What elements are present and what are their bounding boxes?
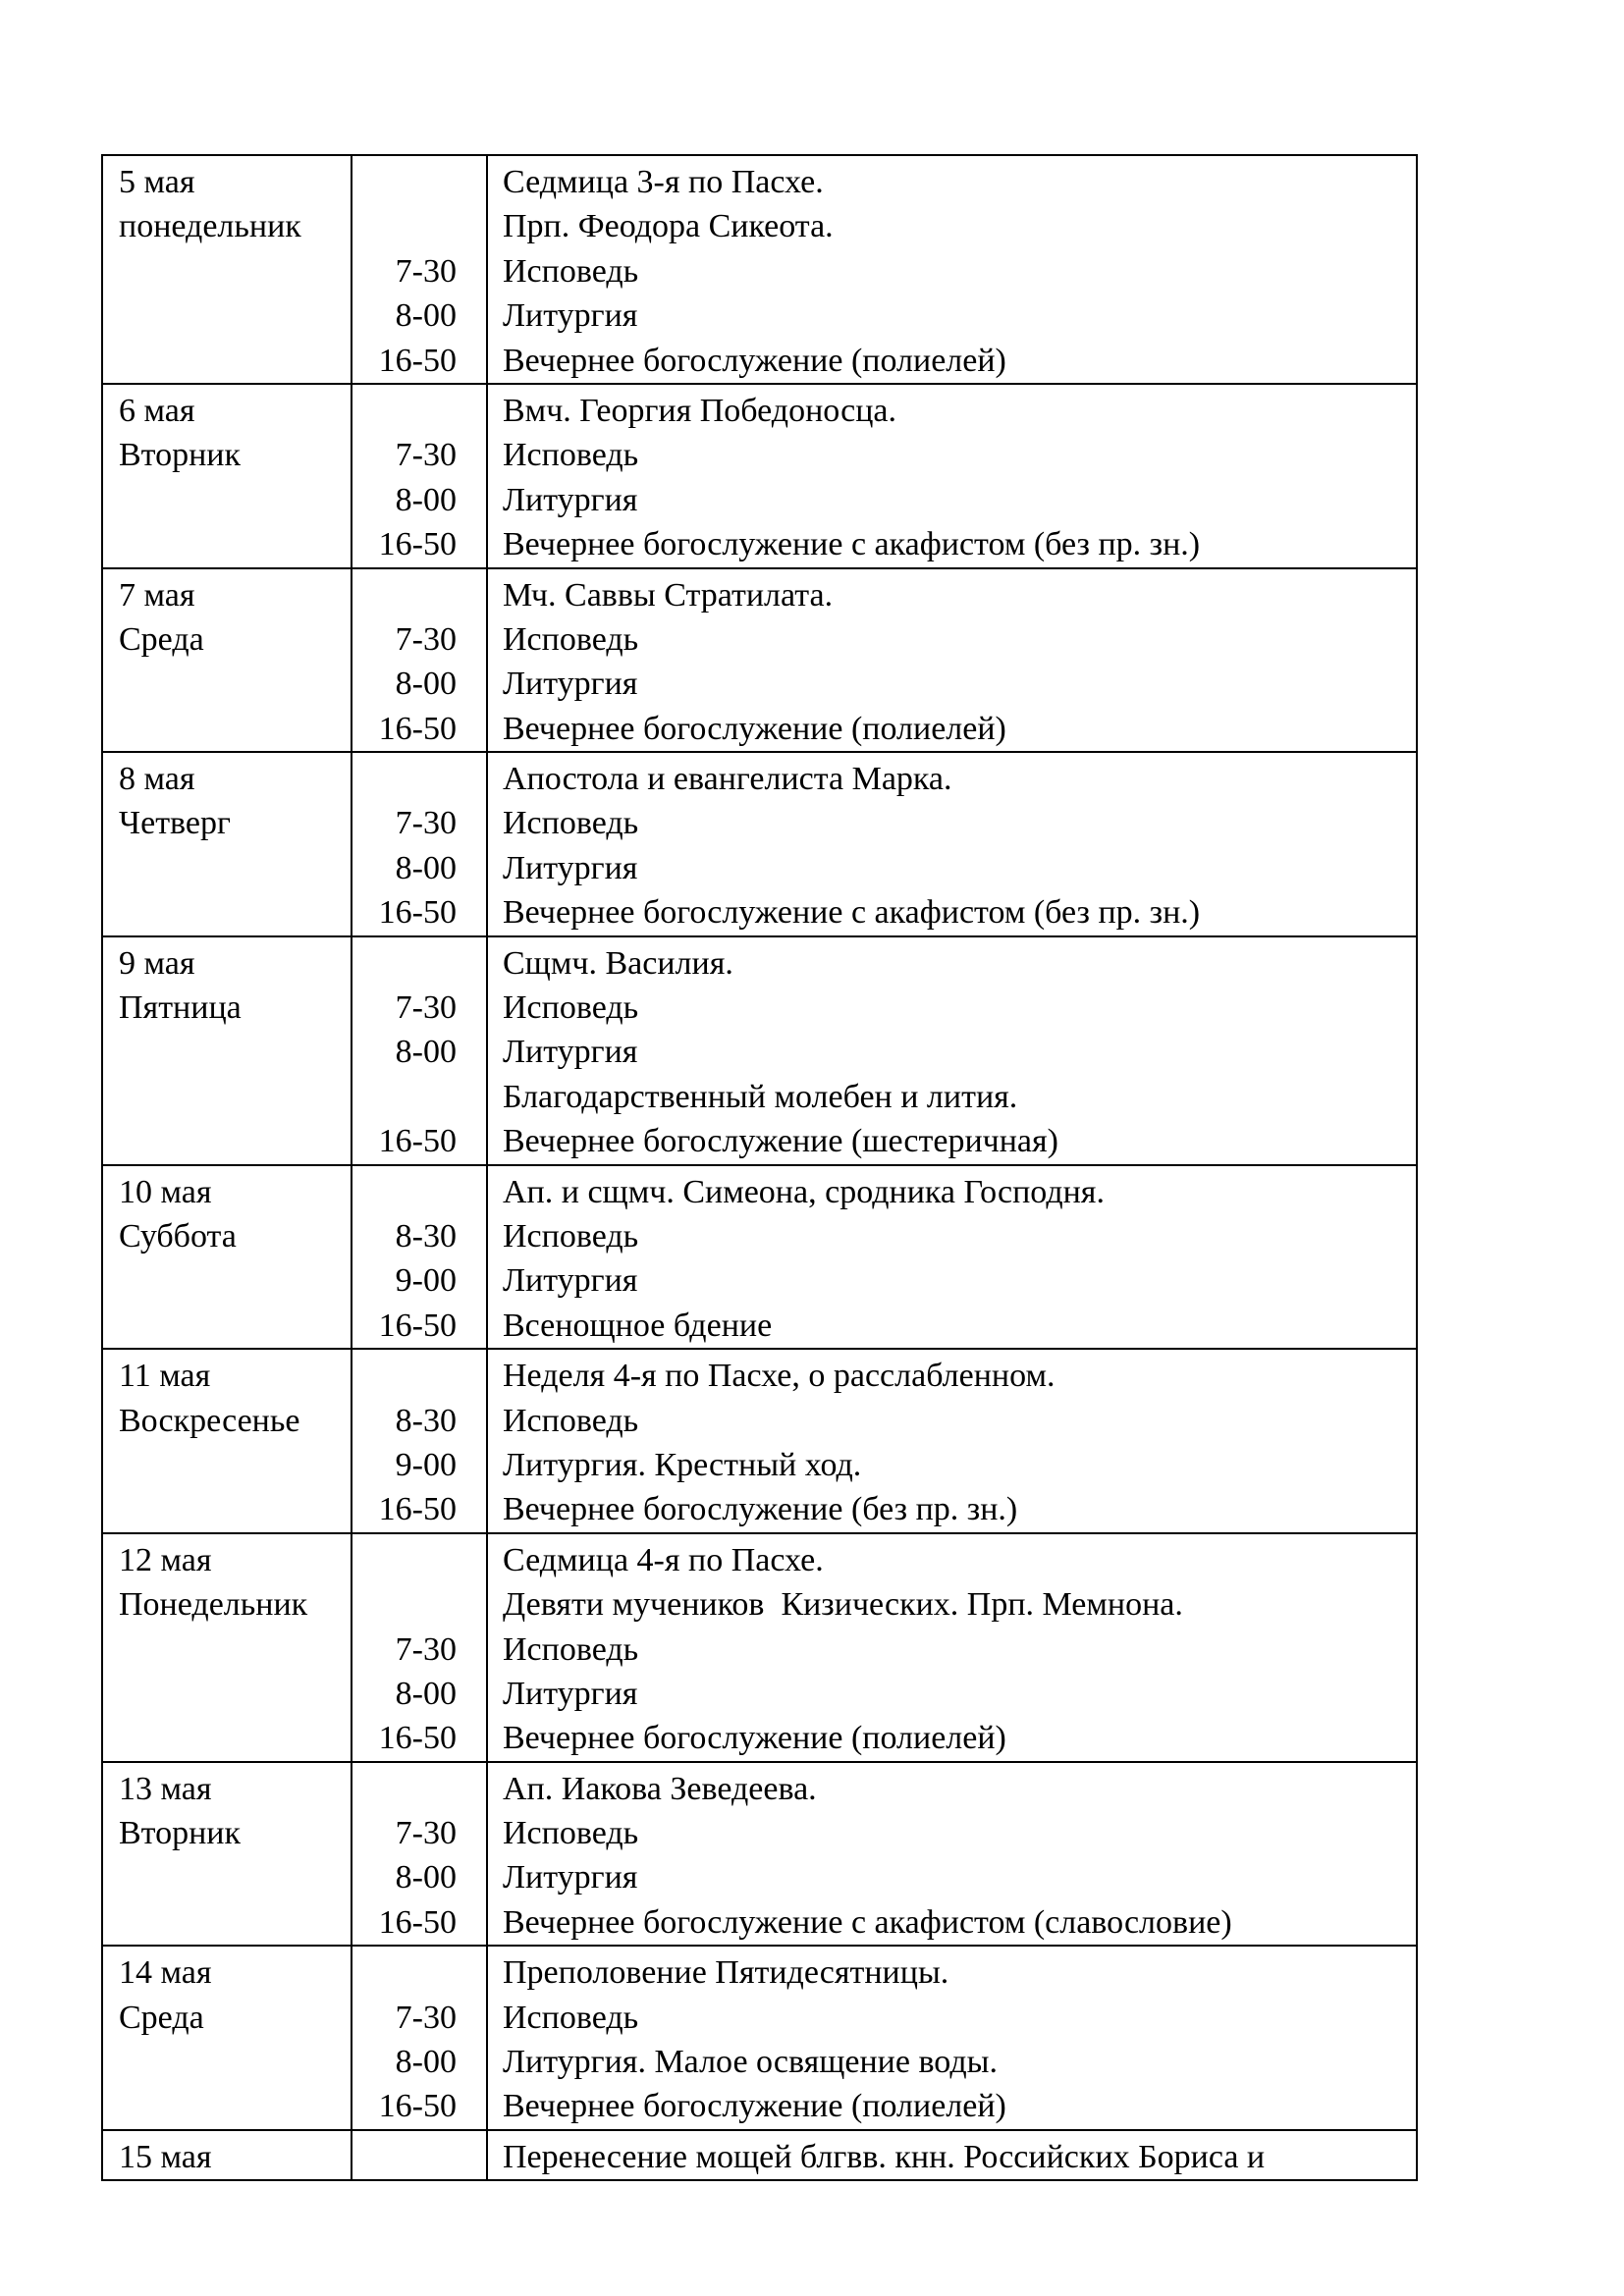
- service-time: [352, 1354, 457, 1398]
- service-description: Литургия: [503, 1675, 638, 1712]
- description-cell: [487, 752, 1417, 936]
- service-description: Исповедь: [503, 805, 639, 842]
- date-label: 13 мая: [119, 1770, 212, 1807]
- weekday-label: Суббота: [119, 1217, 237, 1255]
- service-time: [352, 573, 457, 617]
- service-time: 16-50: [378, 1903, 457, 1941]
- service-time: [352, 389, 457, 433]
- service-time: 16-50: [378, 1491, 457, 1528]
- service-time: [352, 204, 457, 248]
- service-description: Исповедь: [503, 1217, 639, 1255]
- service-time: 16-50: [378, 342, 457, 379]
- service-time: 8-30: [395, 1402, 457, 1439]
- service-time: [352, 1767, 457, 1811]
- service-description: Вечернее богослужение (полиелей): [503, 2088, 1006, 2125]
- service-time: 7-30: [395, 620, 457, 658]
- service-description: Исповедь: [503, 1815, 639, 1852]
- time-cell: [352, 1533, 487, 1762]
- service-time: 16-50: [378, 526, 457, 563]
- service-description: Исповедь: [503, 620, 639, 658]
- description-cell: [487, 384, 1417, 568]
- schedule-row: [102, 155, 1417, 384]
- date-label: 12 мая: [119, 1541, 212, 1578]
- time-cell: [352, 752, 487, 936]
- service-time: [352, 2135, 457, 2179]
- service-description: Вечернее богослужение (полиелей): [503, 710, 1006, 747]
- service-time: 8-00: [395, 481, 457, 518]
- service-description: Седмица 3-я по Пасхе.: [503, 164, 824, 200]
- service-description: Девяти мучеников Кизических. Прп. Мемнона.: [503, 1586, 1183, 1624]
- service-time: 7-30: [395, 252, 457, 290]
- service-description: Литургия. Крестный ход.: [503, 1446, 862, 1483]
- service-time: 16-50: [378, 710, 457, 747]
- service-time: [352, 1075, 457, 1119]
- description-cell: [487, 1349, 1417, 1533]
- schedule-row: [102, 752, 1417, 936]
- date-label: 8 мая: [119, 761, 195, 798]
- weekday-label: Пятница: [119, 989, 242, 1027]
- weekday-label: Вторник: [119, 1815, 241, 1852]
- service-time: 8-00: [395, 666, 457, 703]
- weekday-label: Вторник: [119, 437, 241, 474]
- service-description: Перенесение мощей блгвв. кнн. Российских Бориса и: [503, 2138, 1266, 2175]
- service-time: 7-30: [395, 989, 457, 1027]
- time-cell: [352, 1349, 487, 1533]
- service-description: Вечернее богослужение с акафистом (без пр. зн.): [503, 894, 1201, 932]
- description-cell: [487, 1533, 1417, 1762]
- service-description: Вечернее богослужение (шестеричная): [503, 1123, 1058, 1160]
- service-time: 8-00: [395, 1034, 457, 1071]
- description-cell: [487, 1165, 1417, 1350]
- service-time: 8-00: [395, 1675, 457, 1712]
- date-label: 11 мая: [119, 1358, 211, 1395]
- schedule-row: [102, 1533, 1417, 1762]
- service-time: [352, 757, 457, 801]
- weekday-label: Понедельник: [119, 1586, 308, 1624]
- weekday-label: Четверг: [119, 805, 231, 842]
- service-description: Вечернее богослужение с акафистом (без пр. зн.): [503, 526, 1201, 563]
- service-description: Исповедь: [503, 1999, 639, 2036]
- service-time: 7-30: [395, 1815, 457, 1852]
- service-description: Прп. Феодора Сикеота.: [503, 208, 834, 245]
- service-description: Литургия: [503, 297, 638, 335]
- schedule-row: [102, 2130, 1417, 2180]
- time-cell: [352, 1946, 487, 2130]
- date-cell: [102, 1349, 352, 1533]
- service-description: Исповедь: [503, 252, 639, 290]
- service-time: 7-30: [395, 1999, 457, 2036]
- service-description: Исповедь: [503, 1402, 639, 1439]
- time-cell: [352, 936, 487, 1165]
- weekday-label: понедельник: [119, 208, 301, 245]
- service-time: 16-50: [378, 894, 457, 932]
- service-time: 8-00: [395, 849, 457, 886]
- date-cell: [102, 2130, 352, 2180]
- date-cell: [102, 1762, 352, 1947]
- time-cell: [352, 2130, 487, 2180]
- schedule-row: [102, 936, 1417, 1165]
- service-time: 9-00: [395, 1262, 457, 1300]
- service-description: Вечернее богослужение с акафистом (славословие): [503, 1903, 1232, 1941]
- description-cell: [487, 1946, 1417, 2130]
- service-description: Вечернее богослужение (полиелей): [503, 342, 1006, 379]
- service-time: [352, 1538, 457, 1582]
- date-label: 9 мая: [119, 944, 195, 982]
- service-time: 16-50: [378, 1123, 457, 1160]
- service-description: Неделя 4-я по Пасхе, о расслабленном.: [503, 1358, 1056, 1395]
- service-time: 7-30: [395, 437, 457, 474]
- service-description: Литургия: [503, 1859, 638, 1896]
- service-description: Вмч. Георгия Победоносца.: [503, 392, 896, 429]
- service-description: Апостола и евангелиста Марка.: [503, 761, 952, 798]
- date-cell: [102, 1946, 352, 2130]
- service-description: Литургия: [503, 1262, 638, 1300]
- date-cell: [102, 936, 352, 1165]
- schedule-row: [102, 1762, 1417, 1947]
- service-time: [352, 1582, 457, 1627]
- date-cell: [102, 155, 352, 384]
- service-description: Сщмч. Василия.: [503, 944, 733, 982]
- service-time: 8-30: [395, 1217, 457, 1255]
- service-time: 16-50: [378, 1307, 457, 1344]
- service-description: Благодарственный молебен и лития.: [503, 1078, 1018, 1115]
- service-description: Литургия: [503, 666, 638, 703]
- date-label: 6 мая: [119, 392, 195, 429]
- date-cell: [102, 1165, 352, 1350]
- service-description: Всенощное бдение: [503, 1307, 773, 1344]
- description-cell: [487, 1762, 1417, 1947]
- date-label: 14 мая: [119, 1954, 212, 1992]
- time-cell: [352, 1165, 487, 1350]
- date-label: 5 мая: [119, 164, 195, 200]
- date-cell: [102, 1533, 352, 1762]
- service-time: 8-00: [395, 297, 457, 335]
- date-cell: [102, 384, 352, 568]
- service-description: Вечернее богослужение (без пр. зн.): [503, 1491, 1018, 1528]
- service-description: Литургия. Малое освящение воды.: [503, 2044, 998, 2081]
- schedule-body: [102, 155, 1417, 2180]
- time-cell: [352, 568, 487, 753]
- service-description: Исповедь: [503, 1630, 639, 1668]
- service-description: Исповедь: [503, 437, 639, 474]
- service-description: Вечернее богослужение (полиелей): [503, 1720, 1006, 1757]
- time-cell: [352, 155, 487, 384]
- service-description: Мч. Саввы Стратилата.: [503, 576, 834, 614]
- service-description: Седмица 4-я по Пасхе.: [503, 1541, 824, 1578]
- service-time: 7-30: [395, 1630, 457, 1668]
- date-cell: [102, 752, 352, 936]
- service-time: 8-00: [395, 1859, 457, 1896]
- service-time: [352, 1950, 457, 1995]
- date-label: 10 мая: [119, 1173, 212, 1210]
- service-time: 9-00: [395, 1446, 457, 1483]
- schedule-table: [101, 154, 1418, 2181]
- weekday-label: Среда: [119, 1999, 204, 2036]
- time-cell: [352, 1762, 487, 1947]
- service-time: 16-50: [378, 2088, 457, 2125]
- description-cell: [487, 568, 1417, 753]
- schedule-row: [102, 384, 1417, 568]
- description-cell: [487, 155, 1417, 384]
- date-cell: [102, 568, 352, 753]
- schedule-row: [102, 1165, 1417, 1350]
- date-label: 15 мая: [119, 2138, 212, 2175]
- description-cell: [487, 936, 1417, 1165]
- service-description: Ап. и сщмч. Симеона, сродника Господня.: [503, 1173, 1105, 1210]
- weekday-label: Среда: [119, 620, 204, 658]
- date-label: 7 мая: [119, 576, 195, 614]
- service-description: Литургия: [503, 1034, 638, 1071]
- service-time: [352, 1170, 457, 1214]
- time-cell: [352, 384, 487, 568]
- schedule-row: [102, 568, 1417, 753]
- schedule-row: [102, 1946, 1417, 2130]
- service-time: [352, 160, 457, 204]
- description-cell: [487, 2130, 1417, 2180]
- service-time: 16-50: [378, 1720, 457, 1757]
- service-time: 7-30: [395, 805, 457, 842]
- service-time: 8-00: [395, 2044, 457, 2081]
- service-description: Ап. Иакова Зеведеева.: [503, 1770, 817, 1807]
- schedule-row: [102, 1349, 1417, 1533]
- service-description: Преполовение Пятидесятницы.: [503, 1954, 949, 1992]
- service-description: Литургия: [503, 849, 638, 886]
- service-time: [352, 941, 457, 986]
- weekday-label: Воскресенье: [119, 1402, 300, 1439]
- service-description: Литургия: [503, 481, 638, 518]
- service-description: Исповедь: [503, 989, 639, 1027]
